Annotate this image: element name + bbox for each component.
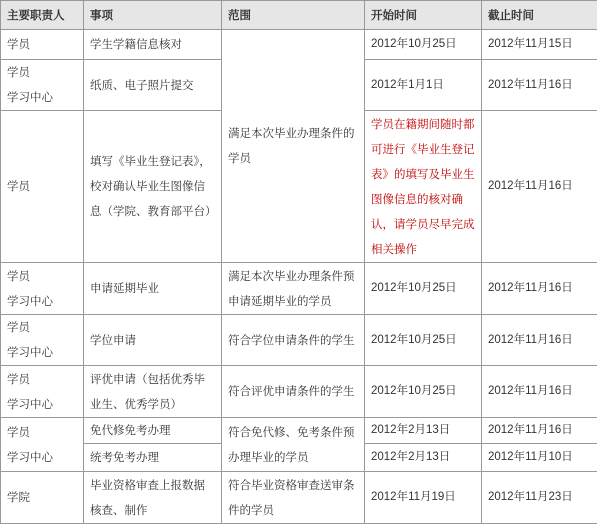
cell-scope: 满足本次毕业办理条件的学员 — [222, 30, 365, 263]
cell-person: 学员 学习中心 — [1, 366, 84, 418]
cell-scope: 符合毕业资格审查送审条件的学员 — [222, 472, 365, 524]
cell-start: 2012年2月13日 — [365, 418, 482, 444]
cell-start: 2012年10月25日 — [365, 366, 482, 418]
table-row — [1, 366, 597, 418]
table-row — [1, 418, 597, 444]
cell-start: 2012年2月13日 — [365, 444, 482, 472]
cell-item: 学生学籍信息核对 — [84, 30, 222, 60]
cell-end: 2012年11月16日 — [482, 315, 597, 366]
cell-item: 毕业资格审查上报数据核查、制作 — [84, 472, 222, 524]
cell-start: 2012年1月1日 — [365, 60, 482, 111]
cell-item: 免代修免考办理 — [84, 418, 222, 444]
cell-person: 学员 — [1, 30, 84, 60]
cell-end: 2012年11月15日 — [482, 30, 597, 60]
table-row — [1, 315, 597, 366]
cell-scope: 符合评优申请条件的学生 — [222, 366, 365, 418]
cell-end: 2012年11月10日 — [482, 444, 597, 472]
cell-item: 申请延期毕业 — [84, 263, 222, 315]
table-row — [1, 30, 597, 60]
cell-item: 评优申请（包括优秀毕业生、优秀学员） — [84, 366, 222, 418]
cell-person: 学员 学习中心 — [1, 315, 84, 366]
table-header-row — [1, 1, 597, 30]
cell-item: 统考免考办理 — [84, 444, 222, 472]
cell-scope: 符合学位申请条件的学生 — [222, 315, 365, 366]
cell-end: 2012年11月16日 — [482, 111, 597, 263]
cell-person: 学员 学习中心 — [1, 418, 84, 472]
header-item: 事项 — [84, 1, 222, 30]
header-person: 主要职责人 — [1, 1, 84, 30]
header-start: 开始时间 — [365, 1, 482, 30]
cell-end: 2012年11月16日 — [482, 418, 597, 444]
cell-start: 2012年10月25日 — [365, 30, 482, 60]
cell-item: 纸质、电子照片提交 — [84, 60, 222, 111]
cell-start: 2012年10月25日 — [365, 263, 482, 315]
cell-start: 2012年10月25日 — [365, 315, 482, 366]
cell-scope: 满足本次毕业办理条件预申请延期毕业的学员 — [222, 263, 365, 315]
cell-person: 学院 — [1, 472, 84, 524]
cell-person: 学员 学习中心 — [1, 60, 84, 111]
header-end: 截止时间 — [482, 1, 597, 30]
table-row — [1, 472, 597, 524]
table-row — [1, 263, 597, 315]
cell-start: 2012年11月19日 — [365, 472, 482, 524]
cell-item: 学位申请 — [84, 315, 222, 366]
cell-person: 学员 学习中心 — [1, 263, 84, 315]
cell-item: 填写《毕业生登记表》，校对确认毕业生图像信息（学院、教育部平台） — [84, 111, 222, 263]
cell-person: 学员 — [1, 111, 84, 263]
header-scope: 范围 — [222, 1, 365, 30]
cell-end: 2012年11月16日 — [482, 366, 597, 418]
cell-scope: 符合免代修、免考条件预办理毕业的学员 — [222, 418, 365, 472]
cell-end: 2012年11月23日 — [482, 472, 597, 524]
cell-start-note: 学员在籍期间随时都可进行《毕业生登记表》的填写及毕业生图像信息的核对确认，请学员尽早完成相关操作 — [365, 111, 482, 263]
cell-end: 2012年11月16日 — [482, 263, 597, 315]
cell-end: 2012年11月16日 — [482, 60, 597, 111]
